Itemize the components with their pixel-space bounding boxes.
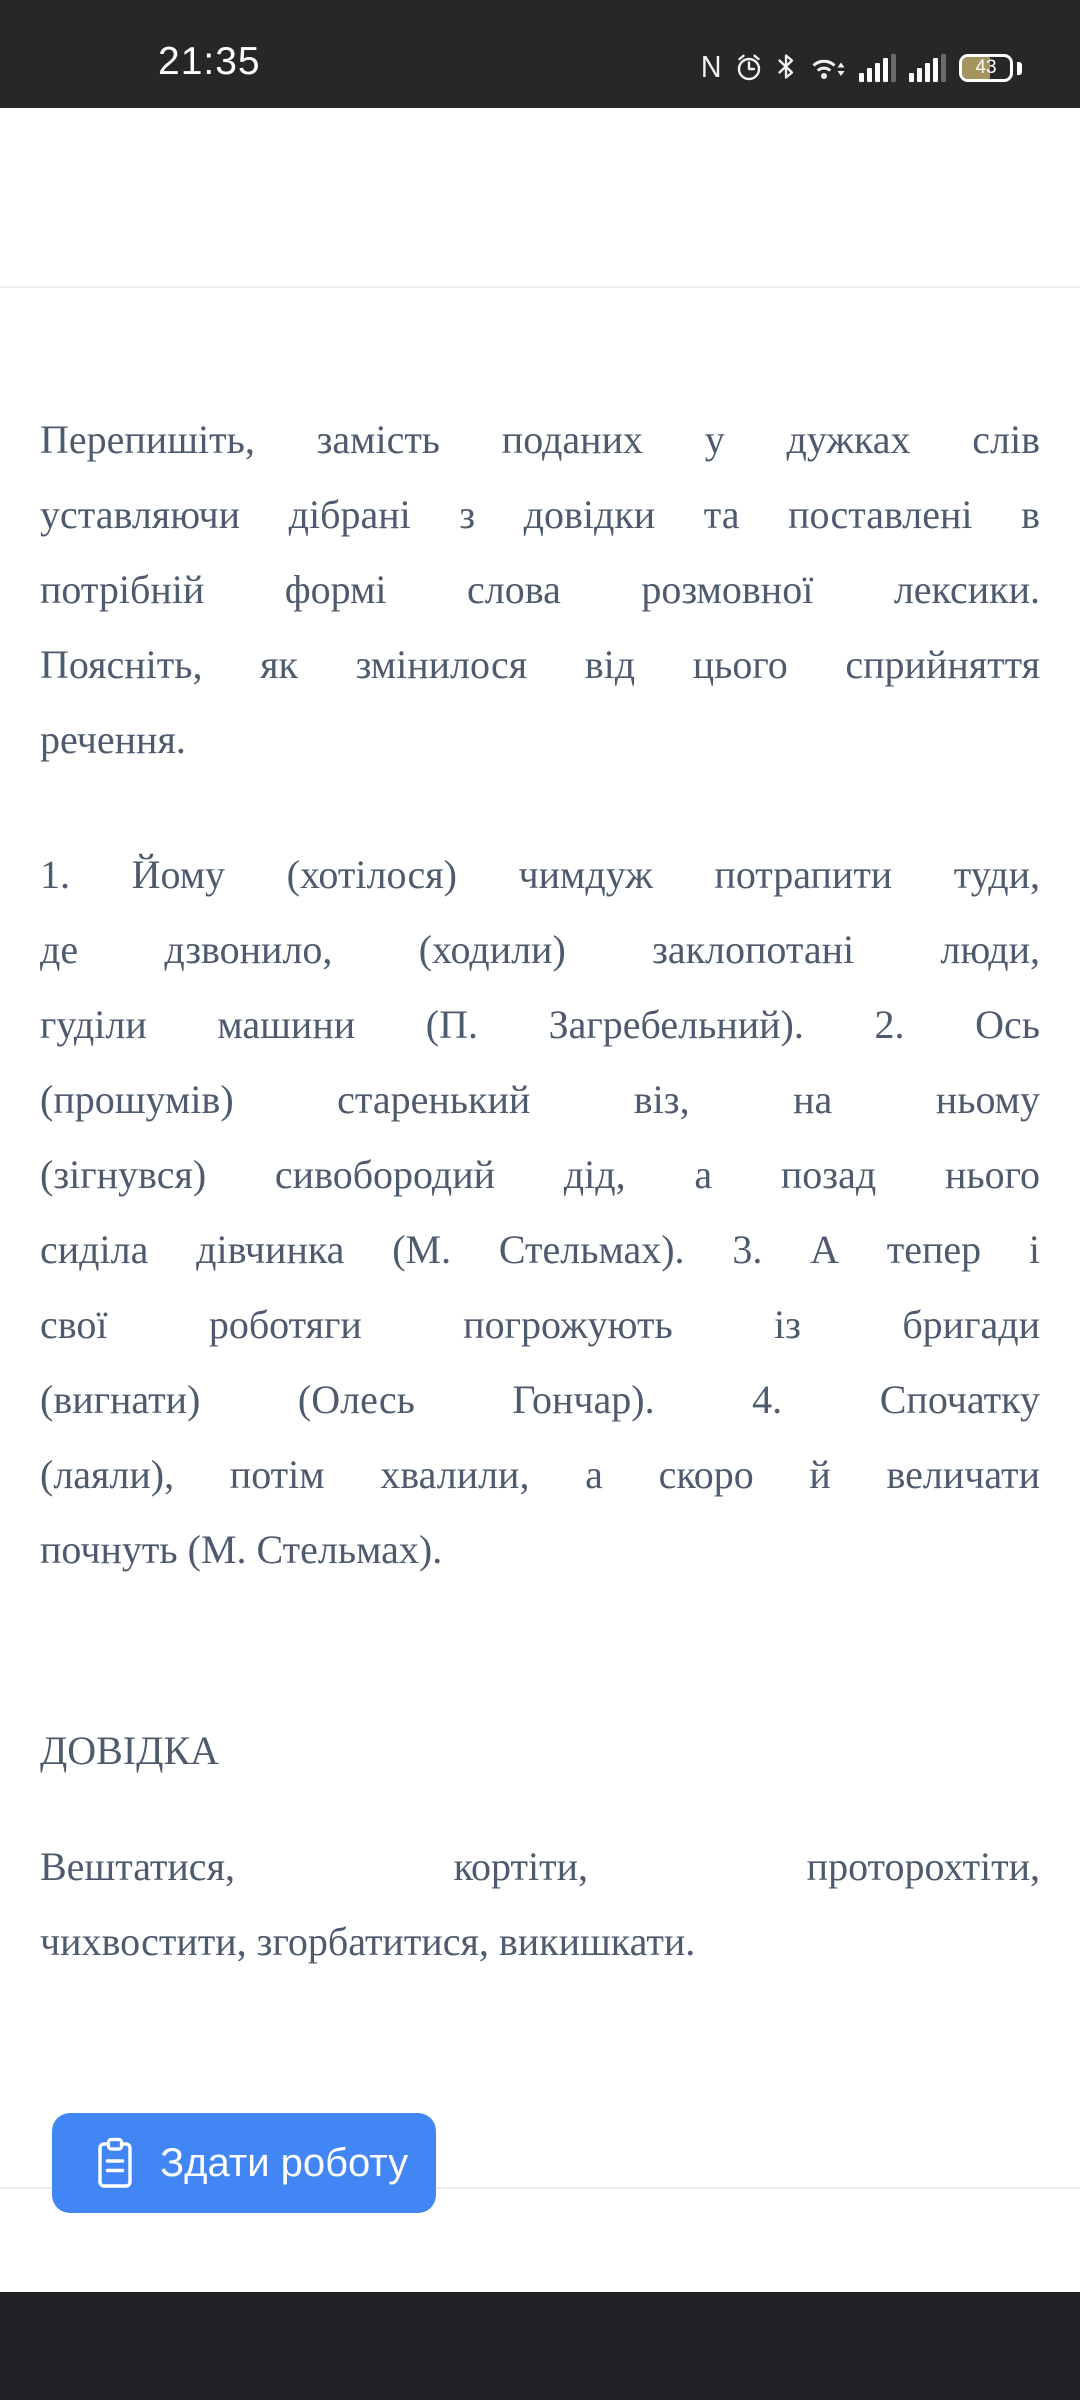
status-icon-tray [700,50,1022,82]
text-line: де дзвонило, (ходили) заклопотані люди, [40,927,1040,972]
exercise-paragraph [40,837,1040,1587]
reference-heading: ДОВІДКА [40,1728,220,1773]
clipboard-icon [96,2136,134,2190]
alarm-clock-icon [735,51,763,82]
clock-time: 21:35 [158,40,261,83]
text-line: 1. Йому (хотілося) чимдуж потрапити туди, [40,852,1040,897]
text-line: почнуть (М. Стельмах). [40,1527,443,1572]
signal-sim2-icon [909,54,946,82]
status-bar [0,0,1080,108]
battery-percent: 43 [975,57,997,78]
text-line: чихвостити, згорбатитися, викишкати. [40,1919,696,1964]
task-content [0,288,1080,2292]
instruction-paragraph [40,402,1040,777]
submit-work-button[interactable] [52,2113,436,2213]
text-line: уставляючи дібрані з довідки та поставлені в [40,492,1040,537]
text-line: (зігнувся) сивобородий дід, а позад нього [40,1152,1040,1197]
text-line: гуділи машини (П. Загребельний). 2. Ось [40,1002,1040,1047]
text-line: Поясніть, як змінилося від цього сприйняття [40,642,1040,687]
app-header [0,108,1080,288]
text-line: речення. [40,717,186,762]
text-line: Вештатися, кортіти, проторохтіти, [40,1844,1040,1889]
text-line: (вигнати) (Олесь Гончар). 4. Спочатку [40,1377,1040,1422]
signal-sim1-icon [859,54,896,82]
battery-tip [1017,62,1022,75]
wifi-icon [809,52,846,82]
text-line: Перепишіть, замість поданих у дужках слів [40,417,1040,462]
android-nav-bar [0,2292,1080,2400]
bluetooth-icon [776,51,796,82]
submit-button-label: Здати роботу [160,2140,409,2185]
text-line: (лаяли), потім хвалили, а скоро й величати [40,1452,1040,1497]
text-line: свої роботяги погрожують із бригади [40,1302,1040,1347]
reference-word-list [40,1829,1040,1979]
battery-icon [959,54,1013,82]
text-line: потрібній формі слова розмовної лексики. [40,567,1040,612]
nfc-icon: N [700,49,722,84]
text-line: (прошумів) старенький віз, на ньому [40,1077,1040,1122]
text-line: сиділа дівчинка (М. Стельмах). 3. А тепер і [40,1227,1040,1272]
